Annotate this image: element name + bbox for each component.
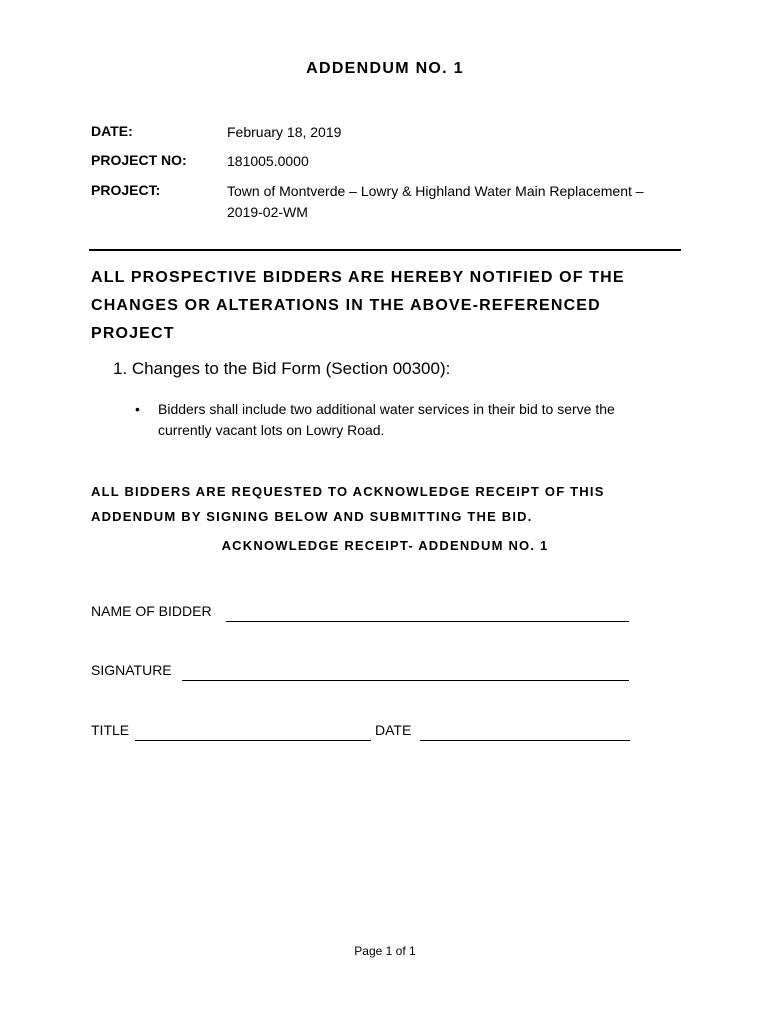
change-item-bullet bbox=[158, 399, 678, 441]
bullet-icon: • bbox=[135, 401, 140, 417]
sign-date-field[interactable] bbox=[420, 740, 630, 741]
sign-date-label: DATE bbox=[375, 722, 412, 738]
bidder-notice-line-3: PROJECT bbox=[91, 325, 175, 342]
project-name-line-2: 2019-02-WM bbox=[227, 204, 308, 220]
title-field[interactable] bbox=[135, 740, 371, 741]
change-item-bullet-line-1: Bidders shall include two additional water services in their bid to serve the bbox=[158, 401, 615, 417]
bidder-name-label: NAME OF BIDDER bbox=[91, 603, 212, 619]
change-item-heading: 1. Changes to the Bid Form (Section 00300): bbox=[113, 359, 451, 378]
change-item-bullet-line-2: currently vacant lots on Lowry Road. bbox=[158, 422, 385, 438]
project-name-line-1: Town of Montverde – Lowry & Highland Water Main Replacement – bbox=[227, 183, 644, 199]
date-value: February 18, 2019 bbox=[227, 124, 342, 140]
acknowledgement-request bbox=[91, 479, 701, 529]
bidder-notice bbox=[91, 264, 691, 348]
section-divider bbox=[89, 249, 681, 251]
bidder-notice-line-1: ALL PROSPECTIVE BIDDERS ARE HEREBY NOTIFIED OF THE bbox=[91, 269, 625, 286]
page-number: Page 1 of 1 bbox=[354, 944, 416, 958]
acknowledge-receipt-title: ACKNOWLEDGE RECEIPT- ADDENDUM NO. 1 bbox=[221, 538, 549, 553]
bidder-name-field[interactable] bbox=[226, 621, 629, 622]
project-number-label: PROJECT NO: bbox=[91, 152, 187, 168]
document-title: ADDENDUM NO. 1 bbox=[306, 60, 464, 77]
acknowledgement-request-line-2: ADDENDUM BY SIGNING BELOW AND SUBMITTING THE BID. bbox=[91, 509, 533, 524]
project-label: PROJECT: bbox=[91, 182, 161, 198]
bidder-notice-line-2: CHANGES OR ALTERATIONS IN THE ABOVE-REFERENCED bbox=[91, 297, 601, 314]
title-label: TITLE bbox=[91, 722, 130, 738]
project-number-value: 181005.0000 bbox=[227, 153, 309, 169]
signature-label: SIGNATURE bbox=[91, 662, 172, 678]
signature-field[interactable] bbox=[182, 680, 629, 681]
date-label: DATE: bbox=[91, 123, 133, 139]
acknowledgement-request-line-1: ALL BIDDERS ARE REQUESTED TO ACKNOWLEDGE RECEIPT OF THIS bbox=[91, 484, 605, 499]
